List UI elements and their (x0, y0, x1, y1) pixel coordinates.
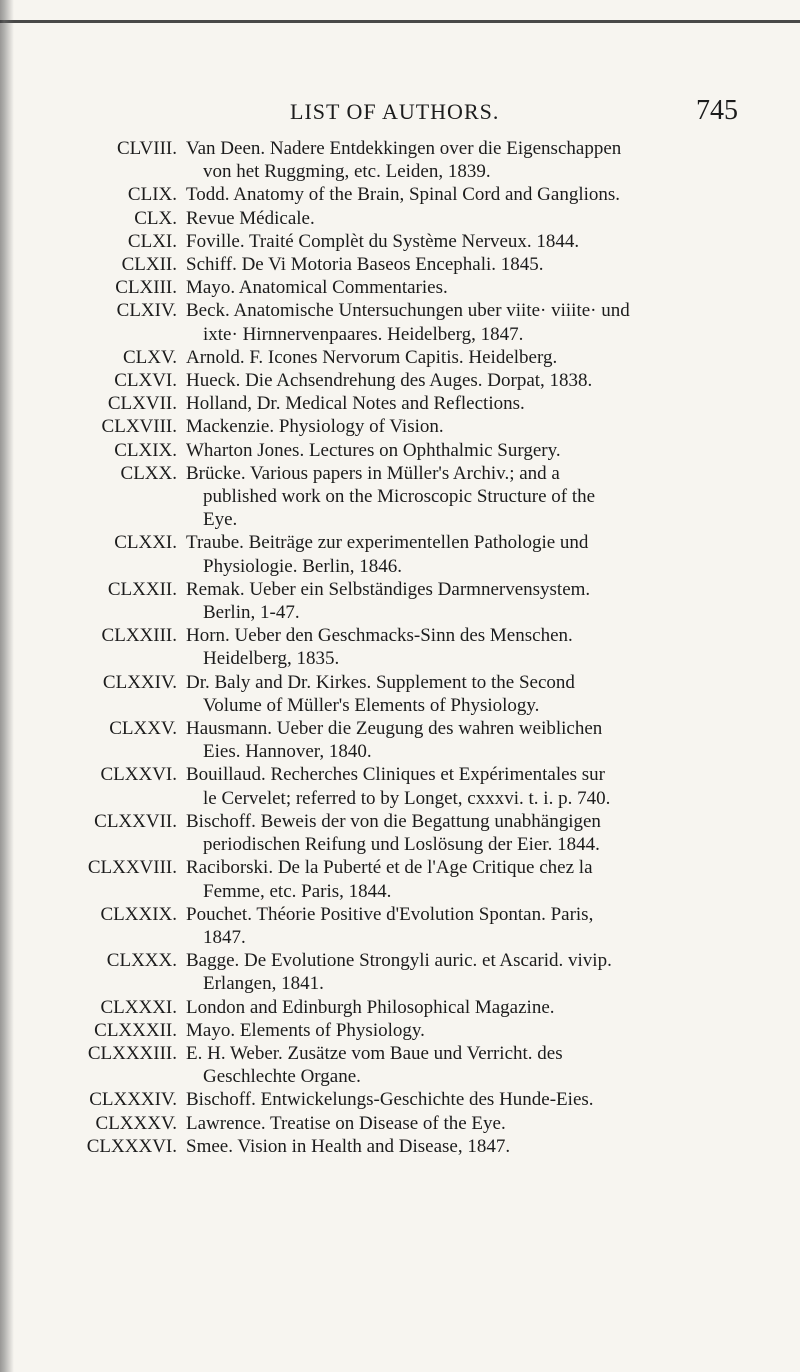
entry-numeral: CLX. (134, 207, 177, 229)
author-entry (40, 299, 760, 345)
author-entry (40, 763, 760, 809)
entry-numeral: CLXXII. (107, 578, 177, 600)
entry-citation (186, 949, 760, 995)
entry-numeral: CLIX. (127, 184, 177, 206)
entry-numeral: CLXXXIV. (89, 1089, 177, 1111)
entry-citation (186, 230, 760, 253)
citation-line: published work on the Microscopic Structure of the (203, 486, 596, 508)
author-entry (40, 671, 760, 717)
entry-numeral: CLXV. (122, 346, 177, 368)
entry-citation (186, 531, 760, 577)
entry-numeral: CLXVI. (114, 370, 177, 392)
citation-line: Mayo. Anatomical Commentaries. (186, 277, 448, 299)
citation-line: London and Edinburgh Philosophical Magazine. (186, 996, 555, 1018)
citation-line: Brücke. Various papers in Müller's Archiv.; and a (186, 462, 560, 484)
running-title: LIST OF AUTHORS. (290, 99, 500, 124)
citation-line: Hausmann. Ueber die Zeugung des wahren weiblichen (186, 718, 603, 740)
citation-line: Horn. Ueber den Geschmacks-Sinn des Menschen. (186, 625, 573, 647)
citation-line: Mackenzie. Physiology of Vision. (186, 416, 444, 438)
entry-citation (186, 183, 760, 206)
entry-citation (186, 439, 760, 462)
entry-citation (186, 903, 760, 949)
entry-citation (186, 1088, 760, 1111)
entry-citation (186, 671, 760, 717)
entry-citation (186, 346, 760, 369)
entry-numeral: CLXXXV. (95, 1112, 177, 1134)
entry-citation (186, 369, 760, 392)
entry-citation (186, 392, 760, 415)
entry-numeral: CLXI. (127, 230, 177, 252)
author-entry (40, 856, 760, 902)
author-entry (40, 183, 760, 206)
entry-citation (186, 996, 760, 1019)
entry-citation (186, 137, 760, 183)
entry-citation (186, 276, 760, 299)
entry-numeral: CLXXXII. (94, 1019, 177, 1041)
author-entry (40, 531, 760, 577)
entry-numeral: CLXIX. (114, 439, 177, 461)
page-number: 745 (696, 95, 738, 126)
entry-citation (186, 624, 760, 670)
entry-numeral: CLXXXIII. (87, 1042, 177, 1064)
citation-line: Van Deen. Nadere Entdekkingen over die Eigenschappen (186, 138, 622, 159)
citation-line: Arnold. F. Icones Nervorum Capitis. Heidelberg. (186, 346, 558, 368)
citation-line: Holland, Dr. Medical Notes and Reflections. (186, 393, 525, 415)
entry-numeral: CLXXXI. (100, 996, 177, 1018)
entry-citation (186, 763, 760, 809)
entry-citation (186, 810, 760, 856)
author-entry (40, 578, 760, 624)
citation-line: Wharton Jones. Lectures on Ophthalmic Surgery. (186, 439, 561, 461)
entry-citation (186, 578, 760, 624)
citation-line: Berlin, 1-47. (203, 602, 300, 624)
citation-line: Physiologie. Berlin, 1846. (203, 555, 402, 577)
entry-citation (186, 462, 760, 532)
citation-line: Eye. (203, 509, 238, 531)
entry-citation (186, 1042, 760, 1088)
entry-numeral: CLXXXVI. (86, 1135, 177, 1157)
citation-line: Geschlechte Organe. (203, 1066, 361, 1088)
citation-line: Heidelberg, 1835. (203, 648, 340, 670)
entry-citation (186, 856, 760, 902)
entry-numeral: CLXXIX. (100, 903, 177, 925)
entry-numeral: CLXXI. (114, 532, 177, 554)
citation-line: 1847. (203, 926, 246, 948)
citation-line: Lawrence. Treatise on Disease of the Eye. (186, 1112, 506, 1134)
entry-numeral: CLXXVI. (100, 764, 177, 786)
entry-numeral: CLXXIV. (102, 671, 177, 693)
citation-line: Traube. Beiträge zur experimentellen Pathologie und (186, 532, 589, 554)
entry-numeral: CLXVII. (107, 393, 177, 415)
author-entry (40, 1042, 760, 1088)
citation-line: Erlangen, 1841. (203, 973, 324, 995)
entry-numeral: CLXX. (120, 462, 177, 484)
author-entry (40, 462, 760, 532)
author-entry (40, 624, 760, 670)
author-entry (40, 346, 760, 369)
entry-citation (186, 1019, 760, 1042)
entry-numeral: CLXXIII. (101, 625, 177, 647)
citation-line: Revue Médicale. (186, 207, 315, 229)
citation-line: Dr. Baly and Dr. Kirkes. Supplement to the Second (186, 671, 575, 693)
author-entry (40, 137, 760, 183)
citation-line: ixte· Hirnnervenpaares. Heidelberg, 1847. (203, 323, 524, 345)
author-entry (40, 1019, 760, 1042)
author-entry (40, 253, 760, 276)
scan-left-edge (0, 0, 14, 1372)
entry-citation (186, 1135, 760, 1158)
citation-line: Volume of Müller's Elements of Physiology. (203, 694, 540, 716)
entry-numeral: CLVIII. (117, 138, 177, 159)
scan-top-rule (0, 20, 800, 23)
citation-line: Bischoff. Entwickelungs-Geschichte des Hunde-Eies. (186, 1089, 594, 1111)
author-entry (40, 1135, 760, 1158)
entry-numeral: CLXIII. (115, 277, 177, 299)
citation-line: Todd. Anatomy of the Brain, Spinal Cord and Ganglions. (186, 184, 621, 206)
author-entry (40, 810, 760, 856)
citation-line: Mayo. Elements of Physiology. (186, 1019, 425, 1041)
author-entry (40, 207, 760, 230)
author-entry (40, 949, 760, 995)
entry-numeral: CLXII. (121, 254, 177, 276)
entry-citation (186, 717, 760, 763)
author-entry (40, 439, 760, 462)
entry-numeral: CLXIV. (116, 300, 177, 322)
entry-numeral: CLXXX. (106, 950, 177, 972)
author-entry (40, 717, 760, 763)
citation-line: Bouillaud. Recherches Cliniques et Expérimentales sur (186, 764, 605, 786)
citation-line: Bischoff. Beweis der von die Begattung unabhängigen (186, 810, 601, 832)
citation-line: Eies. Hannover, 1840. (203, 741, 372, 763)
author-entry (40, 230, 760, 253)
entry-citation (186, 1112, 760, 1135)
citation-line: Beck. Anatomische Untersuchungen uber viite· viiite· und (186, 300, 630, 322)
author-entry (40, 392, 760, 415)
entry-citation (186, 207, 760, 230)
citation-line: le Cervelet; referred to by Longet, cxxxvi. t. i. p. 740. (203, 787, 611, 809)
entry-numeral: CLXXVIII. (87, 857, 177, 879)
author-list (40, 137, 760, 1158)
citation-line: Raciborski. De la Puberté et de l'Age Critique chez la (186, 857, 593, 879)
citation-line: Foville. Traité Complèt du Système Nerveux. 1844. (186, 230, 580, 252)
entry-citation (186, 253, 760, 276)
citation-line: Bagge. De Evolutione Strongyli auric. et Ascarid. vivip. (186, 950, 612, 972)
citation-line: Remak. Ueber ein Selbständiges Darmnervensystem. (186, 578, 591, 600)
author-entry (40, 276, 760, 299)
citation-line: periodischen Reifung und Loslösung der Eier. 1844. (203, 834, 600, 856)
author-entry (40, 415, 760, 438)
entry-citation (186, 299, 760, 345)
citation-line: Smee. Vision in Health and Disease, 1847. (186, 1135, 511, 1157)
citation-line: Hueck. Die Achsendrehung des Auges. Dorpat, 1838. (186, 370, 593, 392)
citation-line: Schiff. De Vi Motoria Baseos Encephali. 1845. (186, 254, 544, 276)
citation-line: Pouchet. Théorie Positive d'Evolution Spontan. Paris, (186, 903, 594, 925)
citation-line: von het Ruggming, etc. Leiden, 1839. (203, 161, 491, 183)
author-entry (40, 1112, 760, 1135)
page-header (0, 95, 800, 135)
citation-line: E. H. Weber. Zusätze vom Baue und Verricht. des (186, 1042, 563, 1064)
author-entry (40, 369, 760, 392)
entry-numeral: CLXXVII. (94, 810, 177, 832)
author-entry (40, 1088, 760, 1111)
entry-citation (186, 415, 760, 438)
entry-numeral: CLXXV. (109, 718, 177, 740)
citation-line: Femme, etc. Paris, 1844. (203, 880, 392, 902)
entry-numeral: CLXVIII. (101, 416, 177, 438)
author-entry (40, 903, 760, 949)
author-entry (40, 996, 760, 1019)
